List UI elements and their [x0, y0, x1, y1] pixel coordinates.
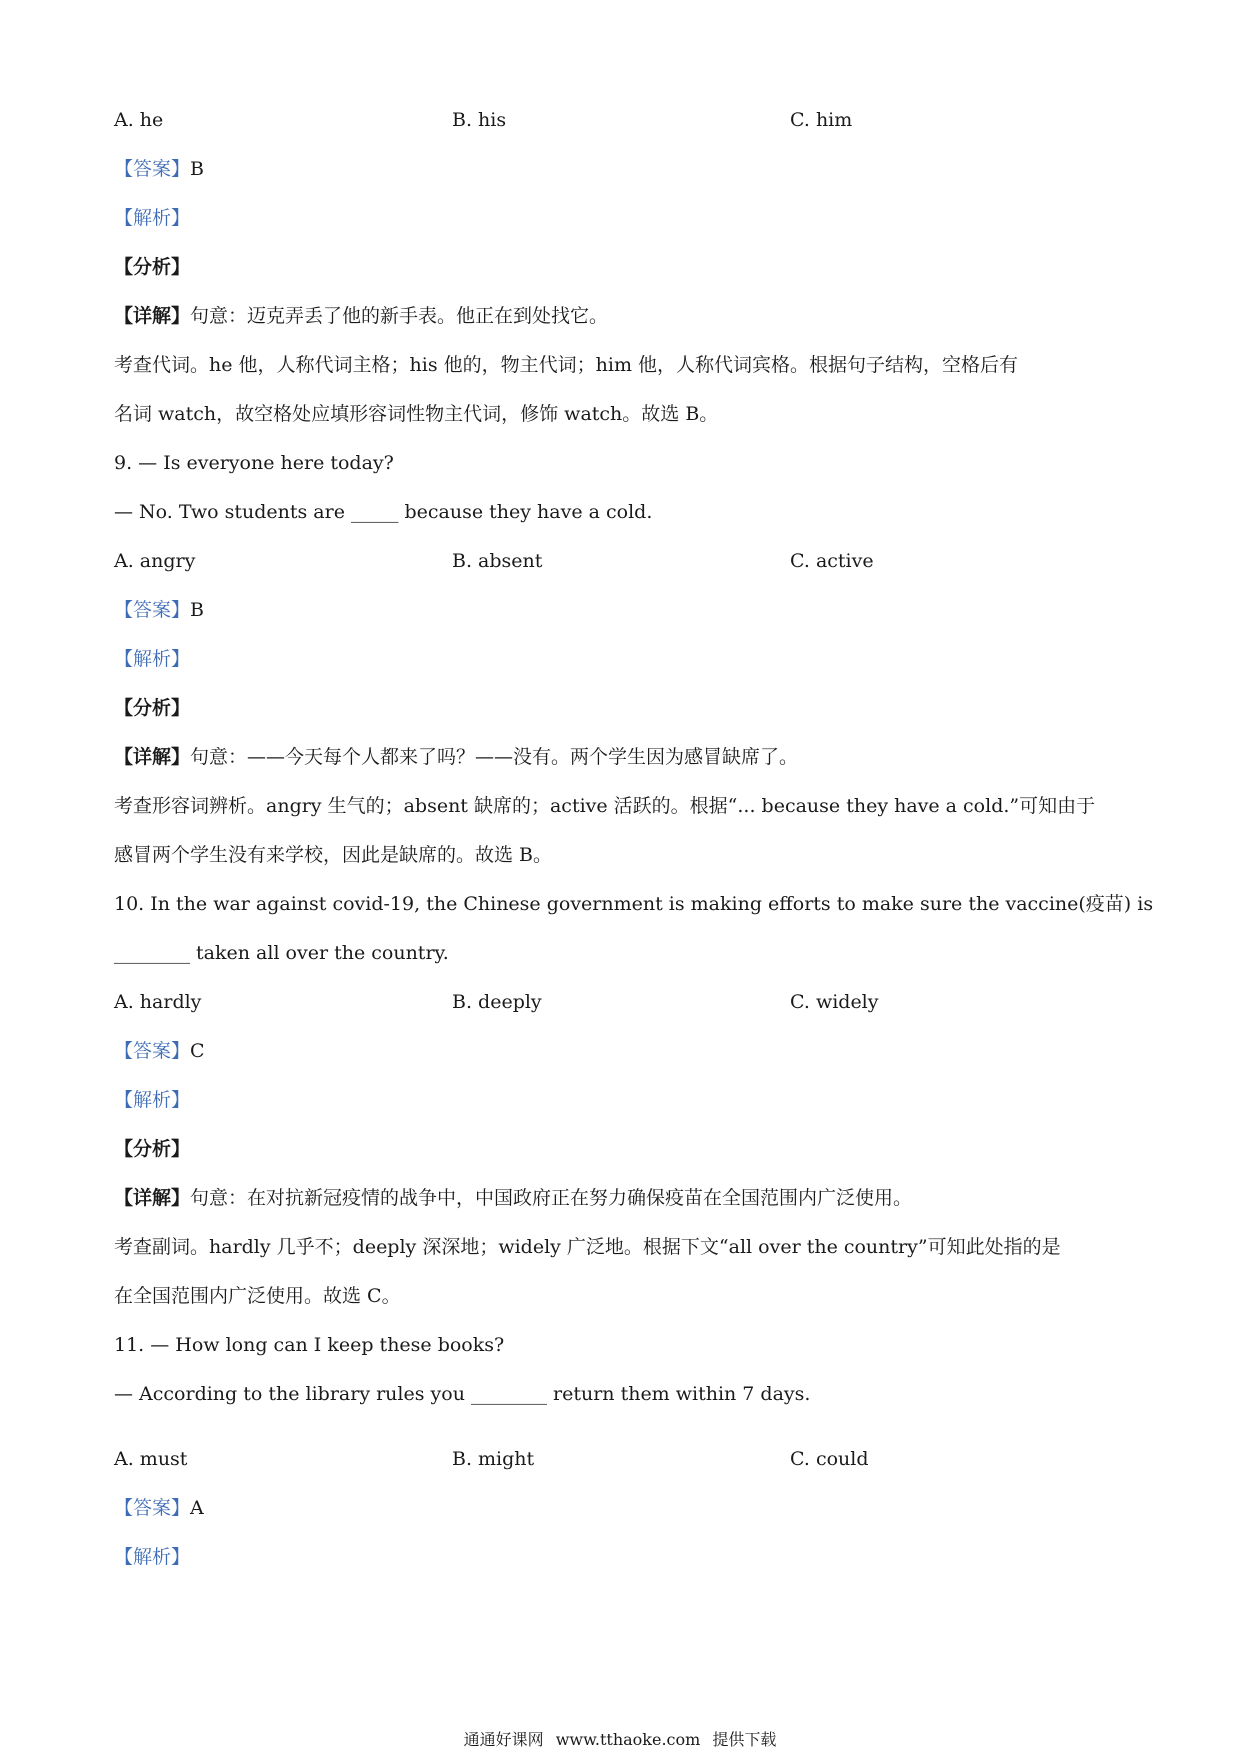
q9-answer: [114, 598, 204, 622]
q9-detail-text: 句意：——今天每个人都来了吗？——没有。两个学生因为感冒缺席了。: [190, 746, 799, 768]
q8-detail-tag: 【详解】: [114, 305, 191, 327]
q10-fenxi-tag: 【分析】: [114, 1138, 191, 1160]
q11-option-c: C. could: [790, 1448, 869, 1470]
q8-option-a: A. he: [114, 109, 164, 131]
q10-explain-1: 考查副词。hardly 几乎不；deeply 深深地；widely 广泛地。根据下文“all over the country”可知此处指的是: [114, 1236, 1061, 1258]
q11-options: [114, 1447, 1124, 1471]
q10-stem-2: ________ taken all over the country.: [114, 942, 449, 964]
q9-explain-2: 感冒两个学生没有来学校，因此是缺席的。故选 B。: [114, 844, 553, 866]
q8-explain-1: 考查代词。he 他，人称代词主格；his 他的，物主代词；him 他，人称代词宾格。根据句子结构，空格后有: [114, 354, 1018, 376]
q9-answer-tag: 【答案】: [114, 599, 191, 621]
q11-stem-1: 11. — How long can I keep these books?: [114, 1334, 505, 1356]
q8-analysis-tag: 【解析】: [114, 207, 191, 229]
q9-options: [114, 549, 1124, 573]
q8-option-c: C. him: [790, 109, 853, 131]
q10-answer-value: C: [190, 1040, 205, 1062]
q10-detail-tag: 【详解】: [114, 1187, 191, 1209]
q11-analysis-tag: 【解析】: [114, 1546, 191, 1568]
footer-url[interactable]: www.tthaoke.com: [555, 1730, 701, 1749]
q8-answer-value: B: [190, 158, 204, 180]
q8-option-b: B. his: [452, 109, 507, 131]
q10-option-b: B. deeply: [452, 991, 542, 1013]
q10-option-a: A. hardly: [114, 991, 202, 1013]
q10-option-c: C. widely: [790, 991, 879, 1013]
footer-note: 提供下载: [712, 1730, 777, 1749]
q8-answer: [114, 157, 204, 181]
q8-detail-text: 句意：迈克弄丢了他的新手表。他正在到处找它。: [190, 305, 609, 327]
q8-explain-2: 名词 watch，故空格处应填形容词性物主代词，修饰 watch。故选 B。: [114, 403, 719, 425]
q9-stem-2: — No. Two students are _____ because they have a cold.: [114, 501, 653, 523]
q11-option-b: B. might: [452, 1448, 535, 1470]
q11-answer-value: A: [190, 1497, 204, 1519]
q10-analysis-tag: 【解析】: [114, 1089, 191, 1111]
q8-fenxi-tag: 【分析】: [114, 256, 191, 278]
q9-explain-1: 考查形容词辨析。angry 生气的；absent 缺席的；active 活跃的。根据“... because they have a cold.”可知由于: [114, 795, 1096, 817]
q9-option-a: A. angry: [114, 550, 196, 572]
q10-detail-text: 句意：在对抗新冠疫情的战争中，中国政府正在努力确保疫苗在全国范围内广泛使用。: [190, 1187, 913, 1209]
q11-answer: [114, 1496, 204, 1520]
q9-stem-1: 9. — Is everyone here today?: [114, 452, 394, 474]
q9-detail-tag: 【详解】: [114, 746, 191, 768]
q10-stem-1: 10. In the war against covid-19, the Chinese government is making efforts to make sure the vaccine(疫苗) is: [114, 893, 1154, 915]
footer-site-name: 通通好课网: [463, 1730, 544, 1749]
q11-option-a: A. must: [114, 1448, 188, 1470]
q10-answer-tag: 【答案】: [114, 1040, 191, 1062]
q10-detail: [114, 1186, 912, 1210]
q8-detail: [114, 304, 608, 328]
q10-explain-2: 在全国范围内广泛使用。故选 C。: [114, 1285, 401, 1307]
q9-option-c: C. active: [790, 550, 874, 572]
q11-answer-tag: 【答案】: [114, 1497, 191, 1519]
q8-answer-tag: 【答案】: [114, 158, 191, 180]
page-footer: [0, 1730, 1240, 1750]
q9-fenxi-tag: 【分析】: [114, 697, 191, 719]
q10-options: [114, 990, 1124, 1014]
q11-stem-2: — According to the library rules you ________ return them within 7 days.: [114, 1383, 811, 1405]
q9-detail: [114, 745, 798, 769]
q8-options: [114, 108, 1124, 132]
q9-answer-value: B: [190, 599, 204, 621]
q9-analysis-tag: 【解析】: [114, 648, 191, 670]
q9-option-b: B. absent: [452, 550, 543, 572]
q10-answer: [114, 1039, 205, 1063]
